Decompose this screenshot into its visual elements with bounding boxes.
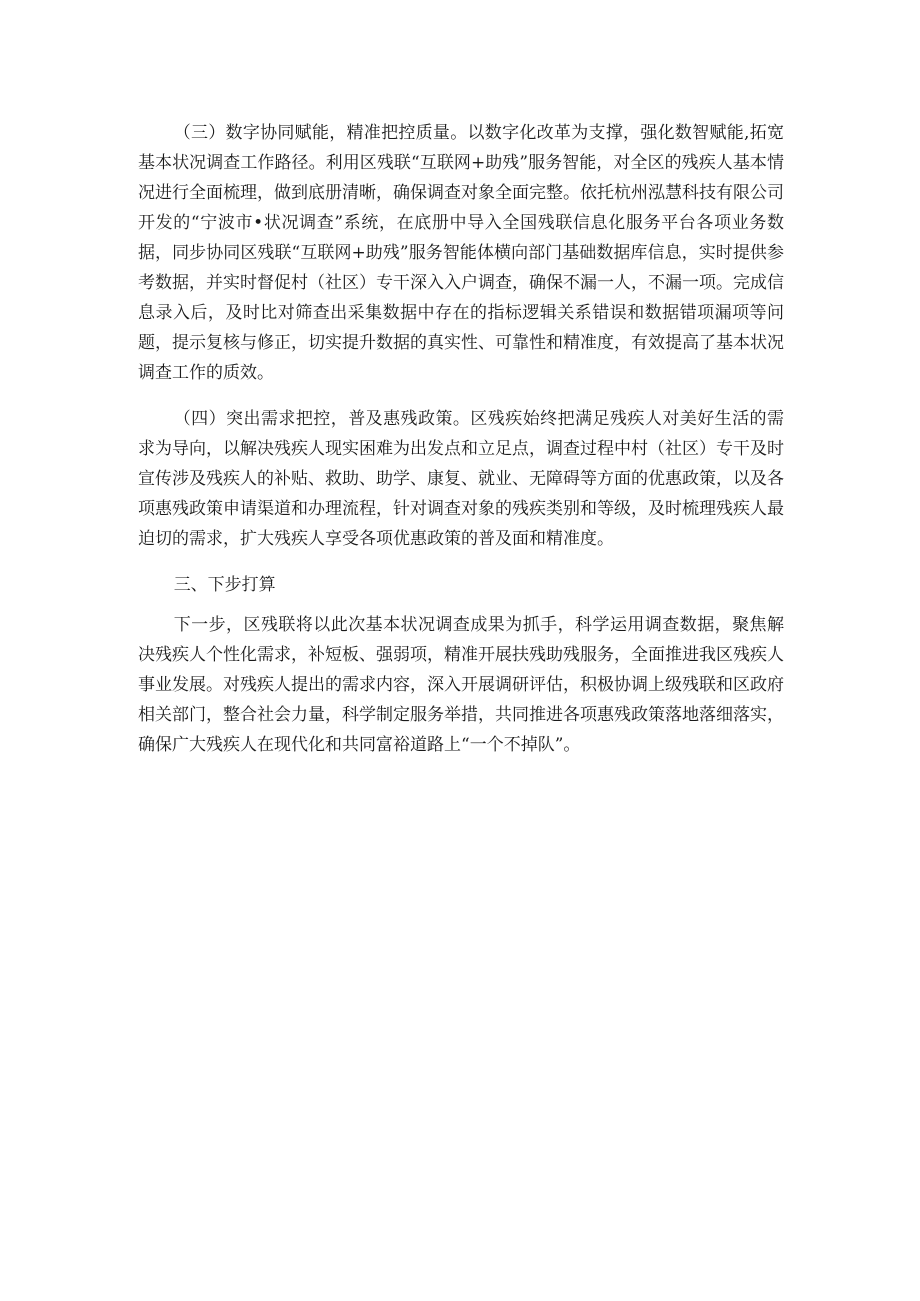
paragraph-next-steps: 下一步，区残联将以此次基本状况调查成果为抓手，科学运用调查数据，聚焦解决残疾人个性化需求，补短板、强弱项，精准开展扶残助残服务，全面推进我区残疾人事业发展。对残疾人提出的需求内容，深入开展调研评估，积极协调上级残联和区政府相关部门，整合社会力量，科学制定服务举措，共同推进各项惠残政策落地落细落实，确保广大残疾人在现代化和共同富裕道路上“一个不掉队”。 [138,615,784,755]
document-body [138,118,784,760]
section-heading-next-steps: 三、下步打算 [173,575,276,595]
paragraph-policy-outreach: （四）突出需求把控，普及惠残政策。区残疾始终把满足残疾人对美好生活的需求为导向，以解决残疾人现实困难为出发点和立足点，调查过程中村（社区）专干及时宣传涉及残疾人的补贴、救助、助学、康复、就业、无障碍等方面的优惠政策，以及各项惠残政策申请渠道和办理流程，针对调查对象的残疾类别和等级，及时梳理残疾人最迫切的需求，扩大残疾人享受各项优惠政策的普及面和精准度。 [138,409,784,549]
paragraph-digital-collaboration: （三）数字协同赋能，精准把控质量。以数字化改革为支撑，强化数智赋能,拓宽基本状况调查工作路径。利用区残联“互联网+助残”服务智能，对全区的残疾人基本情况进行全面梳理，做到底册清晰，确保调查对象全面完整。依托杭州泓慧科技有限公司开发的“宁波市•状况调查”系统，在底册中导入全国残联信息化服务平台各项业务数据，同步协同区残联“互联网+助残”服务智能体横向部门基础数据库信息，实时提供参考数据，并实时督促村（社区）专干深入入户调查，确保不漏一人，不漏一项。完成信息录入后，及时比对筛查出采集数据中存在的指标逻辑关系错误和数据错项漏项等问题，提示复核与修正，切实提升数据的真实性、可靠性和精准度，有效提高了基本状况调查工作的质效。 [138,123,784,383]
